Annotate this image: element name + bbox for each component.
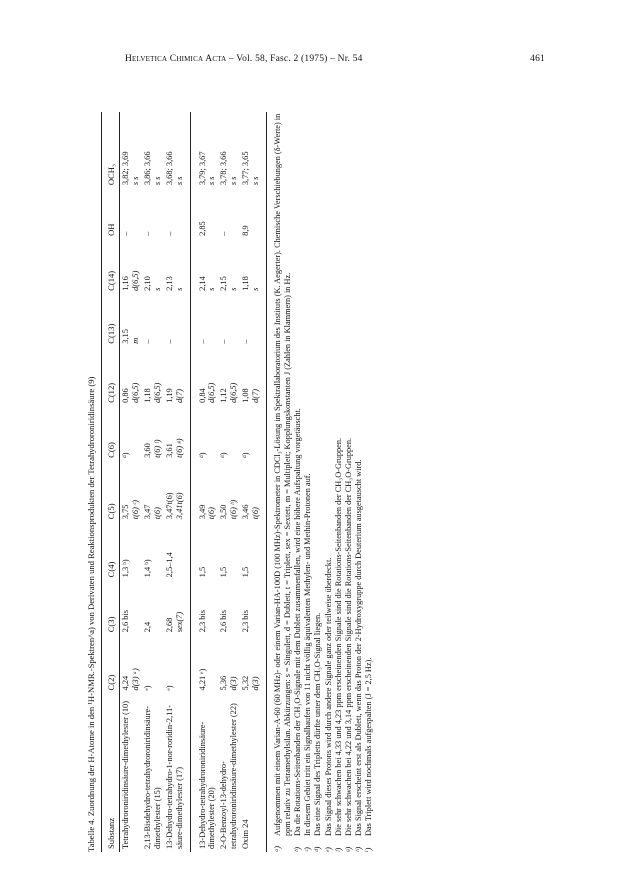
multiplicity: t(6) <box>207 507 217 520</box>
shift-value: 1,19 <box>164 388 174 403</box>
shift-value: ᵉ) <box>164 685 174 691</box>
table-caption: Tabelle 4. Zuordnung der H-Atome in den ¹H-NMR.-Spektren^a) von Derivaten und Reaktionsprodukten der Tetrahydroroniridinsäure (9) <box>86 376 96 852</box>
table-row <box>164 112 190 852</box>
col-header-c13: C(13) <box>104 294 120 347</box>
shift-cell <box>240 580 265 635</box>
footnote-text: In diesem Gebiet tritt ein Signalhaufen von 11 nicht völlig äquivalenten Methylen- und Methin-Protonen auf. <box>303 473 313 836</box>
shift-cell <box>240 461 265 522</box>
shift-cell <box>240 112 265 188</box>
multiplicity: 3,41t(6) <box>174 492 184 520</box>
shift-cell <box>142 461 164 522</box>
multiplicity: sex(7) <box>174 611 184 633</box>
shift-cell <box>218 406 240 461</box>
shift-value: 1,18 <box>142 388 152 403</box>
multiplicity: s s <box>152 176 162 186</box>
shift-cell <box>164 406 190 461</box>
shift-cell <box>190 188 218 239</box>
shift-value: – <box>121 231 131 236</box>
shift-value: 3,75 <box>121 504 131 520</box>
shift-cell <box>120 188 142 239</box>
journal-name: Helvetica Chimica Acta <box>125 54 227 64</box>
shift-cell <box>142 635 164 693</box>
shift-cell <box>218 239 240 294</box>
shift-value: 2,6 bis <box>121 609 131 633</box>
shift-cell <box>190 580 218 635</box>
multiplicity: s s <box>251 176 261 186</box>
shift-cell <box>190 461 218 522</box>
shift-value: 1,08 <box>241 388 251 403</box>
footnote <box>293 112 303 852</box>
shift-cell <box>190 239 218 294</box>
multiplicity: s s <box>207 176 217 186</box>
shift-value: 3,47 <box>142 504 152 520</box>
shift-value: ᵉ) <box>142 685 152 691</box>
shift-cell <box>240 188 265 239</box>
table-row <box>120 112 142 852</box>
shift-value: – <box>142 339 152 344</box>
shift-cell <box>190 294 218 347</box>
multiplicity: s s <box>131 176 141 186</box>
shift-value: 3,15 <box>121 329 131 344</box>
multiplicity: s s <box>229 176 239 186</box>
shift-cell <box>142 112 164 188</box>
col-header-substanz: Substanz <box>104 693 120 852</box>
multiplicity: t(6) ᶜ) <box>131 500 141 520</box>
col-header-c12: C(12) <box>104 347 120 406</box>
multiplicity: d(3) <box>229 676 239 691</box>
shift-value: 2,4 <box>142 621 152 633</box>
multiplicity: s <box>207 287 217 291</box>
shift-value: 3,79; 3,67 <box>197 151 207 186</box>
shift-cell <box>164 461 190 522</box>
substance-name: Oxim 24 <box>241 819 251 849</box>
shift-cell <box>120 347 142 406</box>
shift-cell <box>164 112 190 188</box>
shift-cell <box>218 580 240 635</box>
shift-value: 0,86 <box>121 388 131 403</box>
multiplicity: t(6) ᶠ) <box>152 439 162 458</box>
footnote-mark: ᶠ) <box>333 847 343 852</box>
shift-value: 2,10 <box>142 276 152 291</box>
col-header-och3: OCH₃ <box>104 112 120 188</box>
shift-cell <box>142 239 164 294</box>
shift-cell <box>218 635 240 693</box>
shift-cell <box>120 461 142 522</box>
shift-cell <box>240 294 265 347</box>
shift-cell <box>164 347 190 406</box>
shift-value: 2,3 bis <box>241 609 251 633</box>
shift-value: 2,15 <box>219 276 229 291</box>
shift-value: – <box>142 231 152 236</box>
shift-value: 5,32 <box>241 675 251 691</box>
shift-cell <box>218 522 240 580</box>
footnote <box>334 112 344 852</box>
shift-value: 3,60 <box>142 443 152 458</box>
col-header-c6: C(6) <box>104 406 120 461</box>
footnote <box>303 112 313 852</box>
multiplicity: d(6,5) <box>152 382 162 403</box>
footnote-mark: ⁱ) <box>363 847 373 852</box>
footnote <box>354 112 364 852</box>
footnote-text: Das Triplett wird nochmals aufgespalten (J = 2,5 Hz). <box>363 657 373 836</box>
shift-cell <box>240 522 265 580</box>
substance-name: 2,13-Bisdehydro-tetrahydroroniridinsäure-dimethylester (15) <box>142 705 162 849</box>
footnote-mark: ᵍ) <box>343 846 353 852</box>
shift-value: 3,78; 3,66 <box>219 151 229 186</box>
shift-cell <box>218 188 240 239</box>
footnote-text: Die sehr schwachen bei 4,33 und 4,23 ppm erscheinenden Signale sind die Rotations-Seitenbanden der CH₃O-Gruppen. <box>333 437 343 836</box>
shift-cell <box>164 522 190 580</box>
shift-value: 3,50 <box>219 504 229 520</box>
substance-name: 13-Dehydro-tetrahydro-1-nor-roridin-2,11-säure-dimethylester (17) <box>164 693 190 852</box>
shift-value: 2,14 <box>197 276 207 291</box>
shift-value: 1,18 <box>241 276 251 291</box>
multiplicity: t(6) <box>152 507 162 520</box>
col-header-c5: C(5) <box>104 461 120 522</box>
footnote-text: Aufgenommen mit einem Varian-A-60 (60 MHz)- oder einem Varian-HA-100D (100 MHz)-Spektrometer in CDCl₃-Lösung im Spektrallaboratorium des Instituts (K. Aegerter). Chemische Verschiebungen (δ-Werte) in ppm relativ zu Tetramethylsilan. Abkürzungen: s = Singulett, d = Dublett, t = Triplett, sex = Sextett, m = Multiplett; Kopplungskonstanten J (Zahlen in Klammern) in Hz. <box>273 113 293 836</box>
shift-value: 3,49 <box>197 504 207 520</box>
substance-name: 13-Dehydro-tetrahydroroniridinsäure-dimethylester (20) <box>197 721 217 849</box>
table-row <box>142 112 164 852</box>
nmr-assignment-table <box>104 112 265 852</box>
footnote-text: Die sehr schwachen bei 4,22 und 3,14 ppm erscheinenden Signale sind die Rotations-Seitenbanden der CH₃O-Gruppen. <box>343 437 353 836</box>
shift-value: 1,12 <box>219 388 229 403</box>
table-row <box>190 112 218 852</box>
shift-cell <box>240 239 265 294</box>
shift-value: 8,9 <box>241 225 251 236</box>
table-header-row <box>104 112 120 852</box>
multiplicity: s s <box>174 176 184 186</box>
col-header-oh: OH <box>104 188 120 239</box>
multiplicity: s <box>152 287 162 291</box>
shift-value: 2,3 bis <box>197 609 207 633</box>
shift-cell <box>240 635 265 693</box>
shift-cell <box>120 580 142 635</box>
col-header-c2: C(2) <box>104 635 120 693</box>
shift-value: – <box>197 339 207 344</box>
shift-cell <box>190 112 218 188</box>
page-number: 461 <box>530 54 545 64</box>
shift-cell <box>120 239 142 294</box>
multiplicity: m <box>131 337 141 344</box>
shift-value: 2,68 <box>164 617 174 633</box>
shift-value: 3,82; 3,69 <box>121 151 131 186</box>
shift-cell <box>218 461 240 522</box>
footnote-mark: ᵉ) <box>323 847 333 852</box>
multiplicity: t(6) ʰ) <box>229 499 239 520</box>
multiplicity: d(3) <box>251 676 261 691</box>
shift-cell <box>120 635 142 693</box>
shift-value: 0,84 <box>197 388 207 403</box>
shift-value: 2,13 <box>164 276 174 291</box>
footnote-text: Da die Rotations-Seitenbanden der CH₃O-Signale mit dem Dublett zusammenfallen, wird eine höhere Aufspaltung vorgetäuscht. <box>293 408 303 836</box>
multiplicity: t(6) <box>251 507 261 520</box>
shift-value: 3,68; 3,66 <box>164 151 174 186</box>
shift-cell <box>218 347 240 406</box>
table-body <box>120 112 265 852</box>
shift-value: 3,61 <box>164 443 174 458</box>
shift-cell <box>164 239 190 294</box>
shift-value: 3,47t(6) <box>164 492 174 520</box>
footnote <box>324 112 334 852</box>
shift-cell <box>120 522 142 580</box>
footnote-mark: ʰ) <box>353 846 363 852</box>
shift-cell <box>142 294 164 347</box>
shift-value: 4,24 <box>121 675 131 691</box>
shift-cell <box>120 406 142 461</box>
multiplicity: d(6,5) <box>131 270 141 291</box>
shift-cell <box>142 406 164 461</box>
substance-name: 2-O-Benzoyl-13-dehydro-tetrahydroroniridinsäure-dimethylester (22) <box>219 703 239 849</box>
multiplicity: d(6,5) <box>207 382 217 403</box>
shift-cell <box>218 294 240 347</box>
shift-cell <box>190 406 218 461</box>
shift-value: ᵈ) <box>197 452 207 458</box>
shift-cell <box>120 112 142 188</box>
footnote <box>273 112 293 852</box>
shift-cell <box>164 188 190 239</box>
shift-cell <box>142 580 164 635</box>
multiplicity: d(6,5) <box>131 382 141 403</box>
shift-value: 1,5 <box>197 566 207 578</box>
shift-value: ᵈ) <box>219 452 229 458</box>
bottom-rule <box>266 112 267 852</box>
shift-value: 3,77; 3,65 <box>241 151 251 186</box>
shift-value: – <box>164 231 174 236</box>
multiplicity: s <box>174 287 184 291</box>
shift-cell <box>142 347 164 406</box>
col-header-c14: C(14) <box>104 239 120 294</box>
shift-value: – <box>219 339 229 344</box>
col-header-c3: C(3) <box>104 580 120 635</box>
footnote-mark: ᵈ) <box>313 846 323 852</box>
table-row <box>218 112 240 852</box>
shift-cell <box>240 347 265 406</box>
substance-name: Tetrahydroroniridinsäure-dimethylester (10) <box>121 700 131 849</box>
shift-value: 2,6 bis <box>219 609 229 633</box>
col-header-c4: C(4) <box>104 522 120 580</box>
shift-cell <box>164 294 190 347</box>
multiplicity: d(6,5) <box>229 382 239 403</box>
shift-cell <box>218 112 240 188</box>
issue-info: – Vol. 58, Fasc. 2 (1975) – Nr. 54 <box>226 54 363 64</box>
shift-value: ᵈ) <box>241 452 251 458</box>
shift-value: – <box>241 339 251 344</box>
rotated-table-page <box>84 112 514 852</box>
table-row <box>240 112 265 852</box>
shift-value: 2,5–1,4 <box>164 552 174 578</box>
shift-cell <box>164 580 190 635</box>
multiplicity: d(3) ᵃ) <box>131 668 141 691</box>
shift-cell <box>142 188 164 239</box>
shift-cell <box>120 294 142 347</box>
shift-value: 3,86; 3,66 <box>142 151 152 186</box>
multiplicity: d(7) <box>174 388 184 403</box>
shift-value: 2,85 <box>197 221 207 236</box>
footnotes <box>273 112 374 852</box>
multiplicity: s <box>251 287 261 291</box>
shift-value: 3,46 <box>241 504 251 520</box>
shift-cell <box>240 406 265 461</box>
shift-cell <box>142 522 164 580</box>
running-head <box>125 54 545 68</box>
shift-value: 1,4 ᵇ) <box>142 559 152 578</box>
multiplicity: s <box>229 287 239 291</box>
top-rule <box>101 112 102 852</box>
footnote-mark: ᶜ) <box>303 847 313 852</box>
shift-value: 4,21 ᵉ) <box>197 668 207 691</box>
shift-value: 1,5 <box>219 566 229 578</box>
shift-value: 5,36 <box>219 675 229 691</box>
footnote-mark: ᵃ) <box>273 845 282 852</box>
footnote-mark: ᵇ) <box>293 847 303 852</box>
footnote <box>364 112 374 852</box>
footnote <box>344 112 354 852</box>
footnote-text: Das eine Signal des Tripletts dürfte unter dem CH₃O-Signal liegen. <box>313 612 323 836</box>
shift-value: – <box>219 231 229 236</box>
shift-value: 1,3 ᵇ) <box>121 559 131 578</box>
multiplicity: t(6) ᵍ) <box>174 438 184 458</box>
shift-cell <box>190 522 218 580</box>
footnote <box>313 112 323 852</box>
shift-cell <box>190 635 218 693</box>
footnote-text: Das Signal erscheint erst als Dublett, wenn das Proton der 2-Hydroxygruppe durch Deuterium ausgetauscht wird. <box>353 459 363 836</box>
shift-value: 1,5 <box>241 566 251 578</box>
shift-cell <box>190 347 218 406</box>
footnote-text: Das Signal dieses Protons wird durch andere Signale ganz oder teilweise überdeckt. <box>323 557 333 836</box>
shift-value: – <box>164 339 174 344</box>
shift-value: ᵈ) <box>121 452 131 458</box>
shift-cell <box>164 635 190 693</box>
shift-value: 1,16 <box>121 276 131 291</box>
multiplicity: d(7) <box>251 388 261 403</box>
